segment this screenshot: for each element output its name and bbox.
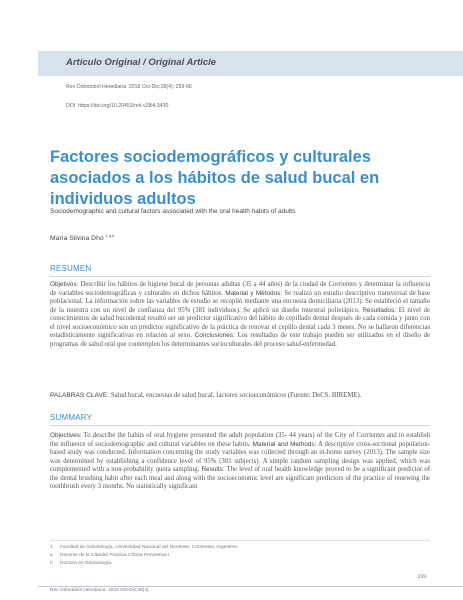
footnote-1: [50, 545, 238, 550]
footnote-b: [50, 561, 112, 566]
summary-divider: [50, 425, 430, 426]
label-objetivos: Objetivos:: [50, 281, 79, 288]
label-material: Material y Métodos:: [225, 289, 283, 297]
author-name: María Silvina Dho: [50, 235, 104, 242]
resumen-heading: RESUMEN: [50, 264, 92, 273]
article-title: Factores sociodemográficos y culturales asociados a los hábitos de salud bucal en individuos adultos: [50, 148, 380, 208]
keywords-text: Salud bucal, encuestas de salud bucal, factores socioeconómicos (Fuente: DeCS, BIREME).: [109, 392, 362, 399]
label-material-en: Material and Methods:: [252, 440, 317, 448]
text-objectives: To describe the habits of oral hygiene presented the adult population (35- 44 years) of the City of Corrientes and to establish the influence of sociodemographic and cultural variables on these habits.: [50, 432, 430, 448]
footnote-text: Facultad de Odontología, Universidad Nacional del Nordeste. Corrientes, Argentina.: [60, 545, 239, 550]
footnote-text: Docente de la Cátedra Práctica Clínica Preventiva I.: [60, 553, 171, 558]
summary-heading: SUMMARY: [50, 413, 93, 422]
footnote-mark: a: [50, 553, 53, 558]
text-material-en: A descriptive cross-sectional population-based study was conducted. Information concerning the study variables was collected through an in-home survey (2013). The sample size was determined by establishing a confidence level of 95% (381 subjects). A simple random sampling design was applied, which was complemented with a non-probability quota sampling.: [50, 440, 430, 473]
text-objetivos: Describir los hábitos de higiene bucal de personas adultas (35 a 44 años) de la ciudad de Corrientes y determinar la influencia de variables sociodemográficas y culturales en dichos hábitos.: [50, 281, 430, 297]
doi-link[interactable]: DOI: https://doi.org/10.20453/reh.v28i4.3430: [66, 103, 169, 109]
footnote-mark: 1: [50, 545, 53, 550]
text-resultados: El nivel de conocimientos de salud bucodental resultó ser un predictor significativo del hábito de cepillado dental después de cada comida y junto con el nivel socioeconómico son un predictor significativo de la práctica de renovar el cepillo dental cada 3 meses. No se hallaron diferencias estadísticamente significativas en relación al sexo.: [50, 306, 430, 339]
journal-citation: Rev Odontoból Herediana. 2018 Oct-Dic;28(4): 259-66: [66, 84, 192, 90]
article-subtitle: Sociodemographic and cultural factors associated with the oral health habits of adults: [50, 208, 296, 215]
footnote-a: [50, 553, 171, 558]
summary-body: [50, 432, 430, 492]
footnote-text: Doctora en Odontología.: [60, 561, 113, 566]
author-line: [50, 233, 114, 242]
footnote-divider: [50, 540, 430, 541]
label-results: Results:: [201, 466, 225, 473]
footer-divider: [38, 586, 463, 587]
resumen-divider: [50, 276, 430, 277]
label-objectives: Objectives:: [50, 432, 82, 439]
footer-citation: Rev Odontoból Herediana. 2018 Oct-Dic;28(4).: [50, 588, 150, 593]
page-number: 259: [417, 574, 426, 580]
keywords-label: PALABRAS CLAVE:: [50, 392, 110, 399]
article-type-label: Artículo Original / Original Article: [66, 57, 217, 68]
keywords-line: [50, 392, 430, 399]
label-conclusiones: Conclusiones:: [194, 332, 235, 339]
text-material: Se realizó un estudio descriptivo transversal de base poblacional. La información sobre las variables de estudio se recopiló mediante una encuesta domiciliaria (2013). Se estableció el tamaño de la muestra con un nivel de confianza del 95% (381 individuos). Se aplicó un diseño muestral polietápico.: [50, 289, 431, 314]
resumen-body: [50, 281, 430, 349]
text-conclusiones: Los resultados de este trabajo pueden ser utilizados en el diseño de programas de salud oral que contemplen los determinantes socioculturales del proceso salud-enfermedad.: [50, 332, 430, 348]
text-results: The level of oral health knowledge proved to be a significant predictor of the dental brushing habit after each meal and along with the socioeconomic level are significant predictors of the practice of renewing the toothbrush every 3 months. No statistically significant: [50, 466, 430, 490]
footnote-mark: b: [50, 561, 53, 566]
label-resultados: Resultados:: [362, 306, 397, 314]
author-affiliations: 1,a,b: [105, 233, 115, 238]
